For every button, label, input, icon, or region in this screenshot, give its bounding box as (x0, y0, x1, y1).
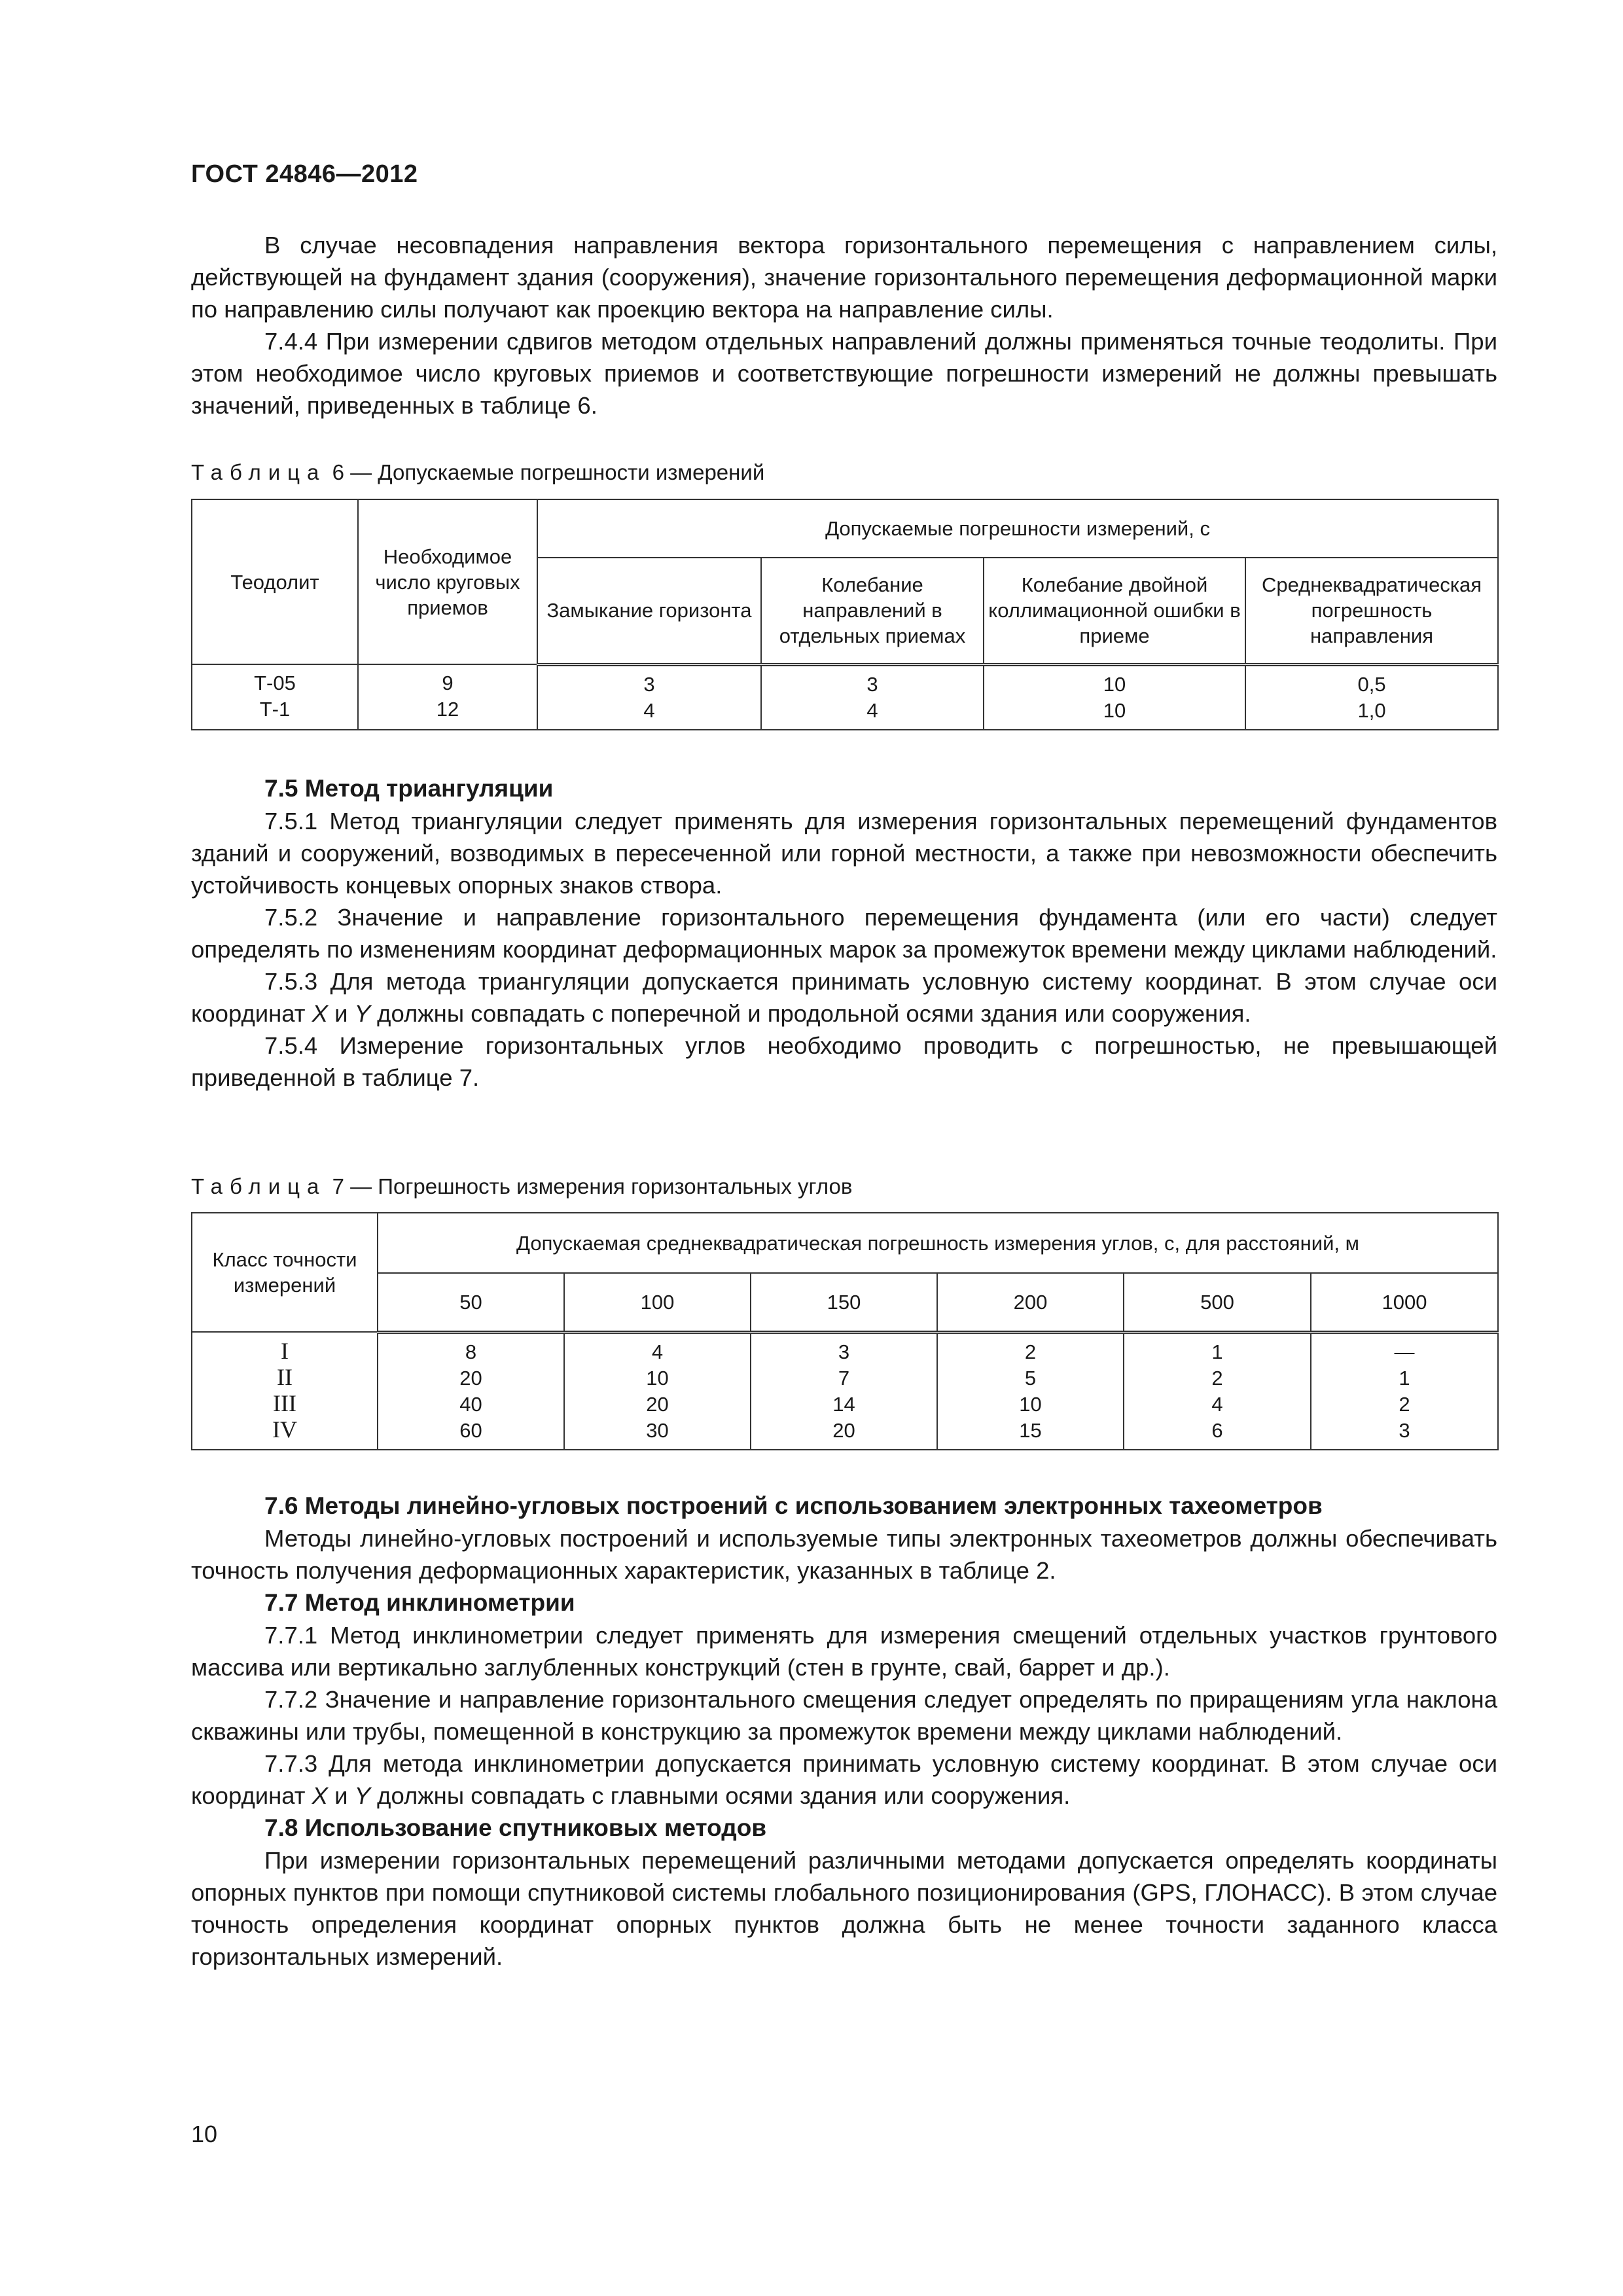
table-cell: II (277, 1364, 293, 1390)
table-cell: 12 (436, 698, 459, 721)
table6-group-header: Допускаемые погрешности измерений, с (537, 499, 1498, 558)
table-cell: 2 (1024, 1340, 1037, 1363)
table7-header-row-1 (192, 1213, 1498, 1273)
table6-header-row-1 (192, 499, 1498, 558)
table-cell: IV (272, 1416, 297, 1443)
table6-cell-double (984, 664, 1245, 730)
table6-col-variation: Колебание направлений в отдельных приемах (761, 558, 984, 664)
text-span: 7.5.3 Для метода триангуляции допускается принимать условную систему координат. В этом случае оси координат (191, 968, 1497, 1027)
table7-cell-200 (937, 1332, 1124, 1450)
axis-x-symbol: X (312, 1782, 328, 1809)
table-cell: 10 (646, 1366, 669, 1390)
section-7-8-title: 7.8 Использование спутниковых методов (264, 1814, 767, 1841)
table7-group-header: Допускаемая среднеквадратическая погрешность измерения углов, с, для расстояний, м (378, 1213, 1498, 1273)
table-cell: 2 (1399, 1392, 1410, 1416)
table6-col-closure: Замыкание горизонта (537, 558, 761, 664)
section-7-5-title: 7.5 Метод триангуляции (264, 775, 554, 802)
table6-cell-rounds (358, 664, 537, 730)
table-row (192, 1332, 1498, 1450)
table7-cell-150 (751, 1332, 937, 1450)
document-code: ГОСТ 24846—2012 (191, 160, 418, 188)
paragraph-7-7-3 (191, 1748, 1497, 1812)
table-cell: 20 (832, 1418, 855, 1442)
table7-cell-1000 (1311, 1332, 1498, 1450)
table-cell: Т-1 (259, 698, 291, 721)
intro-text (191, 229, 1497, 422)
table7-caption (191, 1174, 1497, 1200)
table-cell: 40 (459, 1392, 482, 1416)
table7-caption-text: 7 — Погрешность измерения горизонтальных углов (332, 1174, 853, 1198)
table7-cell-50 (378, 1332, 564, 1450)
table-cell: 4 (866, 698, 878, 722)
table-cell: 10 (1103, 672, 1126, 696)
document-page (191, 0, 1497, 2296)
table-cell: 9 (442, 672, 454, 694)
table-cell: 3 (866, 672, 878, 696)
axis-x-symbol: X (312, 1000, 328, 1027)
paragraph-7-5-1: 7.5.1 Метод триангуляции следует применять для измерения горизонтальных перемещений фундаментов зданий и сооружений, возводимых в пересеченной или горной местности, а также при невозможности обеспечить устойчивость концевых опорных знаков створа. (191, 808, 1497, 899)
table7-cell-500 (1124, 1332, 1311, 1450)
table-cell: 8 (465, 1340, 477, 1363)
section-7-6-title: 7.6 Методы линейно-угловых построений с использованием электронных тахеометров (264, 1492, 1323, 1519)
paragraph-vector-projection: В случае несовпадения направления вектора горизонтального перемещения с направлением силы, действующей на фундамент здания (сооружения), значение горизонтального перемещения деформационной марки по направлению силы получают как проекцию вектора на направление силы. (191, 232, 1497, 323)
section-7-5 (191, 772, 1497, 1094)
paragraph-7-5-2: 7.5.2 Значение и направление горизонтального перемещения фундамента (или его части) следует определять по изменениям координат деформационных марок за промежуток времени между циклами наблюдений. (191, 904, 1497, 963)
table7-col-distance: 500 (1124, 1273, 1311, 1332)
table6-col-double: Колебание двойной коллимационной ошибки в приеме (984, 558, 1245, 664)
text-span: и (328, 1000, 355, 1027)
table6 (191, 499, 1499, 730)
table6-caption-text: 6 — Допускаемые погрешности измерений (332, 460, 765, 484)
table-cell: 3 (1399, 1418, 1410, 1442)
table7-col-distance: 150 (751, 1273, 937, 1332)
table7-header-row-2 (192, 1273, 1498, 1332)
table-cell: 5 (1024, 1366, 1037, 1390)
table6-cell-theodolite (192, 664, 358, 730)
table-cell: I (281, 1338, 289, 1364)
axis-y-symbol: Y (354, 1782, 371, 1809)
text-span: должны совпадать с поперечной и продольной осями здания или сооружения. (370, 1000, 1251, 1027)
table7-col-distance: 1000 (1311, 1273, 1498, 1332)
table-cell: 60 (459, 1418, 482, 1442)
table6-col-rms: Среднеквадратическая погрешность направления (1245, 558, 1498, 664)
table6-col-theodolite: Теодолит (192, 499, 358, 664)
table6-cell-closure (537, 664, 761, 730)
paragraph-7-4-4: 7.4.4 При измерении сдвигов методом отдельных направлений должны применяться точные теодолиты. При этом необходимое число круговых приемов и соответствующие погрешности измерений не должны превышать значений, приведенных в таблице 6. (191, 328, 1497, 419)
table7-col-distance: 200 (937, 1273, 1124, 1332)
table-cell: 30 (646, 1418, 669, 1442)
table6-cell-variation (761, 664, 984, 730)
table7-container (191, 1212, 1497, 1450)
table7-caption-word: Таблица (191, 1174, 327, 1198)
table-cell: 2 (1211, 1366, 1223, 1390)
table7-cell-class (192, 1332, 378, 1450)
table-cell: 6 (1211, 1418, 1223, 1442)
table-cell: 1 (1399, 1366, 1410, 1390)
table6-col-rounds: Необходимое число круговых приемов (358, 499, 537, 664)
table-cell: 20 (646, 1392, 669, 1416)
table-cell: Т-05 (254, 672, 296, 694)
table7-col-distance: 100 (564, 1273, 751, 1332)
table7-col-distance: 50 (378, 1273, 564, 1332)
paragraph-7-5-4: 7.5.4 Измерение горизонтальных углов необходимо проводить с погрешностью, не превышающей приведенной в таблице 7. (191, 1032, 1497, 1091)
table-cell: 14 (832, 1392, 855, 1416)
table7-cell-100 (564, 1332, 751, 1450)
table-cell: 1,0 (1357, 698, 1386, 722)
table-cell: III (273, 1390, 296, 1416)
text-span: и (328, 1782, 355, 1809)
table-cell: 10 (1103, 698, 1126, 722)
section-7-7-title: 7.7 Метод инклинометрии (264, 1589, 575, 1616)
table-cell: 4 (651, 1340, 664, 1363)
axis-y-symbol: Y (354, 1000, 371, 1027)
table-cell: 15 (1019, 1418, 1042, 1442)
table-cell: 4 (1211, 1392, 1223, 1416)
table7 (191, 1212, 1499, 1450)
table-cell: 20 (459, 1366, 482, 1390)
paragraph-7-7-2: 7.7.2 Значение и направление горизонтального смещения следует определять по приращениям угла наклона скважины или трубы, помещенной в конструкцию за промежуток времени между циклами наблюдений. (191, 1686, 1497, 1745)
table-cell: 0,5 (1357, 672, 1386, 696)
sections-7-6-to-7-8 (191, 1490, 1497, 1973)
text-span: должны совпадать с главными осями здания или сооружения. (370, 1782, 1071, 1809)
table-cell: 7 (838, 1366, 850, 1390)
table-cell: — (1394, 1340, 1415, 1363)
paragraph-7-5-3 (191, 965, 1497, 1030)
table-cell: 3 (643, 672, 655, 696)
table-cell: 10 (1019, 1392, 1042, 1416)
paragraph-7-8: При измерении горизонтальных перемещений различными методами допускается определять координаты опорных пунктов при помощи спутниковой системы глобального позиционирования (GPS, ГЛОНАСС). В этом случае точность определения координат опорных пунктов должна быть не менее точности заданного класса горизонтальных измерений. (191, 1847, 1497, 1970)
table7-col-class: Класс точности измерений (192, 1213, 378, 1332)
text-span: 7.7.3 Для метода инклинометрии допускается принимать условную систему координат. В этом случае оси координат (191, 1750, 1497, 1809)
table-row (192, 664, 1498, 730)
table6-caption-word: Таблица (191, 460, 327, 484)
table-cell: 3 (838, 1340, 850, 1363)
table6-cell-rms (1245, 664, 1498, 730)
table6-container (191, 499, 1497, 730)
table6-caption (191, 459, 1497, 486)
table-cell: 1 (1211, 1340, 1223, 1363)
page-number: 10 (191, 2121, 218, 2147)
paragraph-7-6: Методы линейно-угловых построений и используемые типы электронных тахеометров должны обеспечивать точность получения деформационных характеристик, указанных в таблице 2. (191, 1525, 1497, 1584)
table-cell: 4 (643, 698, 655, 722)
paragraph-7-7-1: 7.7.1 Метод инклинометрии следует применять для измерения смещений отдельных участков грунтового массива или вертикально заглубленных конструкций (стен в грунте, свай, баррет и др.). (191, 1622, 1497, 1681)
